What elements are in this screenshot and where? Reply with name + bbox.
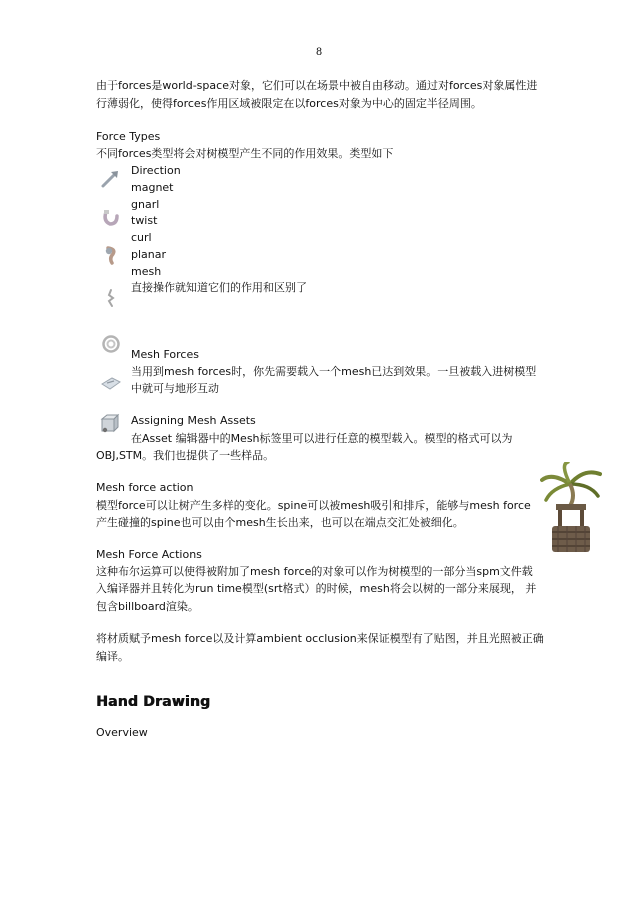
- force-type-gnarl: gnarl: [131, 198, 160, 211]
- hand-drawing-heading: Hand Drawing: [96, 694, 211, 710]
- force-type-direction: Direction: [131, 164, 181, 177]
- force-types-desc: 不同forces类型将会对树模型产生不同的作用效果。类型如下: [96, 147, 394, 160]
- force-type-twist: twist: [131, 214, 158, 227]
- intro-line-2: 行薄弱化，使得forces作用区域被限定在以forces对象为中心的固定半径周围。: [96, 97, 482, 110]
- force-action-title: Mesh force action: [96, 481, 194, 494]
- material-line-2: 编译。: [96, 650, 129, 663]
- planar-force-icon: [100, 371, 122, 393]
- force-actions-line-2: 入编译器并且转化为run time模型(srt格式）的时候，mesh将会以树的一部分来展现， 并: [96, 582, 537, 595]
- gnarl-force-icon: [100, 244, 122, 266]
- palm-tree-well-image: [540, 462, 602, 554]
- overview-label: Overview: [96, 726, 148, 739]
- intro-line-1: 由于forces是world-space对象，它们可以在场景中被自由移动。通过对forces对象属性进: [96, 79, 538, 92]
- page-number: 8: [315, 47, 323, 58]
- twist-force-icon: [100, 287, 122, 309]
- force-types-title: Force Types: [96, 130, 161, 143]
- force-actions-title: Mesh Force Actions: [96, 548, 202, 561]
- material-line-1: 将材质赋予mesh force以及计算ambient occlusion来保证模型有了贴图，并且光照被正确: [96, 632, 544, 645]
- assigning-line-1: 在Asset 编辑器中的Mesh标签里可以进行任意的模型载入。模型的格式可以为: [131, 432, 513, 445]
- force-types-note: 直接操作就知道它们的作用和区别了: [131, 281, 307, 294]
- force-actions-line-3: 包含billboard渲染。: [96, 600, 199, 613]
- force-action-line-1: 模型force可以让树产生多样的变化。spine可以被mesh吸引和排斥，能够与mesh force: [96, 499, 531, 512]
- mesh-forces-line-1: 当用到mesh forces时，你先需要载入一个mesh已达到效果。一旦被载入进树模型: [131, 365, 537, 378]
- curl-force-icon: [100, 333, 122, 355]
- force-type-mesh: mesh: [131, 265, 162, 278]
- assigning-title: Assigning Mesh Assets: [131, 414, 256, 427]
- mesh-forces-line-2: 中就可与地形互动: [131, 382, 219, 395]
- force-type-planar: planar: [131, 248, 167, 261]
- force-type-magnet: magnet: [131, 181, 174, 194]
- mesh-forces-title: Mesh Forces: [131, 348, 199, 361]
- force-actions-line-1: 这种布尔运算可以使得被附加了mesh force的对象可以作为树模型的一部分当spm文件载: [96, 565, 533, 578]
- mesh-force-icon: [98, 413, 120, 435]
- force-action-line-2: 产生碰撞的spine也可以由个mesh生长出来，也可以在端点交汇处被细化。: [96, 516, 464, 529]
- assigning-line-2: OBJ,STM。我们也提供了一些样品。: [96, 449, 275, 462]
- magnet-force-icon: [100, 207, 122, 229]
- force-type-curl: curl: [131, 231, 152, 244]
- direction-force-icon: [100, 168, 122, 190]
